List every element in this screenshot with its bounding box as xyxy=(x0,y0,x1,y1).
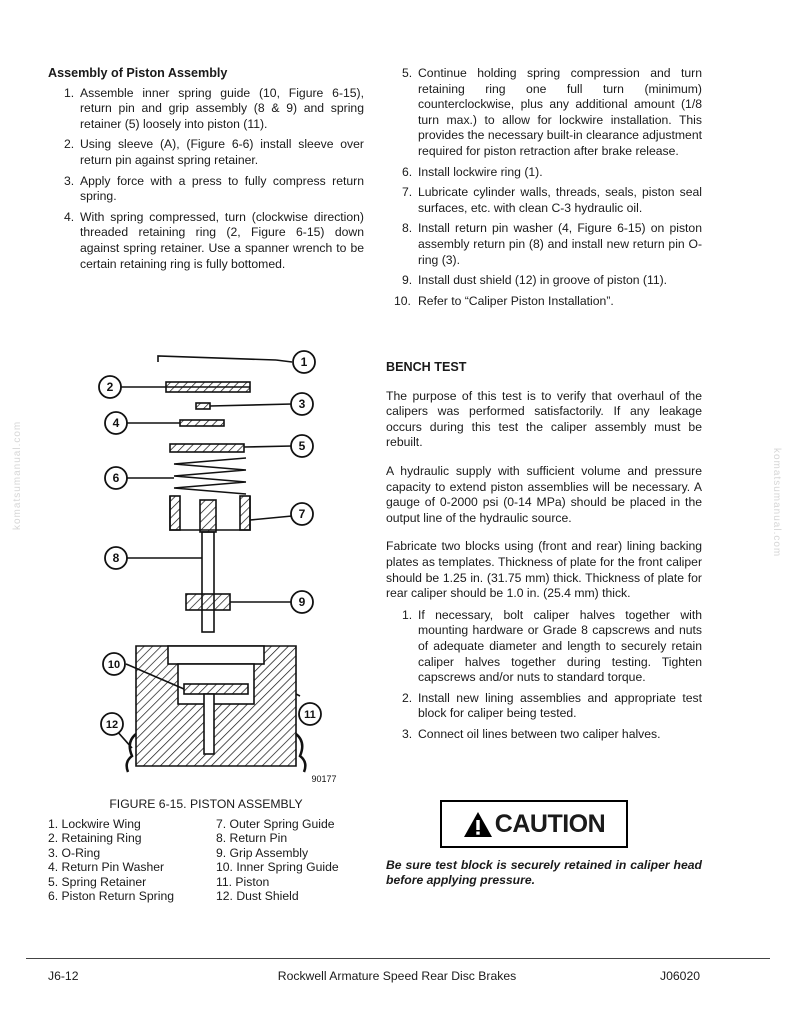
assembly-steps-list-continued xyxy=(386,66,702,309)
assembly-section-left xyxy=(48,66,364,277)
step-text: Connect oil lines between two caliper halves. xyxy=(418,726,661,741)
step-text: Install new lining assemblies and appropriate test block for caliper being tested. xyxy=(418,690,702,721)
watermark-left: komatsumanual.com xyxy=(12,420,23,530)
svg-text:5: 5 xyxy=(298,439,306,453)
caution-box xyxy=(440,800,628,848)
figure-caption: FIGURE 6-15. PISTON ASSEMBLY xyxy=(109,797,303,811)
step-number: 7. xyxy=(402,185,413,200)
bench-paragraph-blocks: Fabricate two blocks using (front and rear) lining backing plates as templates. Thickness of plate for the front caliper should be 1.25 in. (31.75 mm) thick. Thickness of plate for rear caliper should be 1.0 in. (25.4 mm) thick. xyxy=(386,539,702,601)
legend-item: 10. Inner Spring Guide xyxy=(216,860,339,875)
svg-text:3: 3 xyxy=(298,397,306,411)
assembly-step xyxy=(48,174,364,205)
assembly-step xyxy=(386,185,702,216)
svg-text:9: 9 xyxy=(298,595,306,609)
footer-divider xyxy=(26,958,770,959)
step-text: Install lockwire ring (1). xyxy=(418,164,543,179)
bench-paragraph-hydraulic: A hydraulic supply with sufficient volume and pressure capacity to extend piston assemblies will be necessary. A gauge of 0-2000 psi (0-14 MPa) should be placed in the output line of the hydraulic source. xyxy=(386,463,702,525)
assembly-step xyxy=(386,273,702,289)
svg-text:10: 10 xyxy=(107,659,121,671)
assembly-step xyxy=(386,66,702,160)
figure-legend xyxy=(48,817,368,903)
step-text: Refer to “Caliper Piston Installation”. xyxy=(418,293,614,308)
legend-item: 9. Grip Assembly xyxy=(216,845,309,860)
step-number: 2. xyxy=(64,137,75,152)
footer-title: Rockwell Armature Speed Rear Disc Brakes xyxy=(277,969,517,983)
legend-item: 5. Spring Retainer xyxy=(48,874,147,889)
step-number: 8. xyxy=(402,221,413,236)
callout-11 xyxy=(299,703,321,725)
step-text: Lubricate cylinder walls, threads, seals, piston seal surfaces, etc. with clean C-3 hydraulic oil. xyxy=(418,185,702,215)
callout-12 xyxy=(101,713,123,735)
callout-1 xyxy=(293,351,315,373)
grip-assembly-part xyxy=(186,594,230,610)
bench-step xyxy=(386,727,702,743)
legend-item: 4. Return Pin Washer xyxy=(48,860,165,875)
assembly-heading: Assembly of Piston Assembly xyxy=(48,66,228,80)
piston-return-spring-part xyxy=(174,458,246,494)
bench-test-heading: BENCH TEST xyxy=(386,360,467,374)
watermark-right: komatsumanual.com xyxy=(771,448,782,558)
piston-assembly-drawing xyxy=(96,346,342,786)
step-text: Continue holding spring compression and turn retaining ring one full turn (minimum) counterclockwise, plus any additional amount (1/8 turn max.) to allow for lockwire installation. This provides the necessary built-in clearance adjustment required for piston retraction after brake release. xyxy=(418,66,702,158)
callout-10 xyxy=(103,653,125,675)
legend-item: 12. Dust Shield xyxy=(216,889,299,904)
return-pin-washer-part xyxy=(180,420,224,426)
footer-code: J06020 xyxy=(660,969,700,983)
legend-item: 7. Outer Spring Guide xyxy=(216,817,335,831)
legend-item: 8. Return Pin xyxy=(216,831,288,846)
svg-text:4: 4 xyxy=(112,416,120,430)
legend-item: 6. Piston Return Spring xyxy=(48,889,175,904)
assembly-step xyxy=(386,221,702,268)
drawing-number: 90177 xyxy=(311,774,337,784)
legend-item: 1. Lockwire Wing xyxy=(48,817,141,831)
callout-3 xyxy=(291,393,313,415)
svg-text:12: 12 xyxy=(105,719,119,731)
o-ring-part xyxy=(196,403,210,409)
assembly-step xyxy=(386,294,702,310)
piston-assembly-figure xyxy=(96,346,342,786)
assembly-step xyxy=(386,165,702,181)
caution-text: Be sure test block is securely retained in caliper head before applying pressure. xyxy=(386,858,702,887)
assembly-step xyxy=(48,86,364,133)
callout-9 xyxy=(291,591,313,613)
step-text: Apply force with a press to fully compress return spring. xyxy=(80,173,364,204)
step-number: 5. xyxy=(402,66,413,80)
legend-item: 2. Retaining Ring xyxy=(48,831,142,846)
lockwire-part xyxy=(158,356,276,362)
svg-text:1: 1 xyxy=(300,355,308,369)
step-number: 1. xyxy=(64,85,75,100)
bench-paragraph-purpose: The purpose of this test is to verify that overhaul of the calipers was performed satisfactorily. If any leakage occurs during this test the caliper assembly must be rebuilt. xyxy=(386,388,702,450)
callout-8 xyxy=(105,547,127,569)
assembly-step xyxy=(48,210,364,272)
assembly-section-right xyxy=(386,66,702,314)
inner-spring-guide-part xyxy=(184,684,248,694)
return-pin-part xyxy=(202,532,214,632)
step-number: 4. xyxy=(64,209,75,224)
step-number: 6. xyxy=(402,164,413,179)
step-number: 3. xyxy=(402,726,413,741)
svg-text:7: 7 xyxy=(298,507,306,521)
bench-steps-list xyxy=(386,608,702,743)
step-text: Assemble inner spring guide (10, Figure 6-15), return pin and grip assembly (8 & 9) and spring retainer (5) loosely into piston (11). xyxy=(80,85,364,131)
svg-text:6: 6 xyxy=(112,471,120,485)
bench-step xyxy=(386,691,702,722)
warning-triangle-icon xyxy=(463,811,493,838)
caution-label: CAUTION xyxy=(494,809,606,838)
callout-5 xyxy=(291,435,313,457)
svg-text:2: 2 xyxy=(106,380,114,394)
step-number: 10. xyxy=(394,293,411,308)
step-text: Using sleeve (A), (Figure 6-6) install sleeve over return pin against spring retainer. xyxy=(80,137,364,167)
step-number: 2. xyxy=(402,690,413,705)
step-text: Install return pin washer (4, Figure 6-15) on piston assembly return pin (8) and install new return pin O-ring (3). xyxy=(418,221,702,267)
bench-test-section xyxy=(386,360,702,747)
spring-retainer-part xyxy=(170,444,244,452)
callout-6 xyxy=(105,467,127,489)
dust-shield-part xyxy=(127,734,136,772)
assembly-step xyxy=(48,137,364,168)
assembly-steps-list xyxy=(48,86,364,273)
step-text: Install dust shield (12) in groove of piston (11). xyxy=(418,273,668,288)
step-number: 9. xyxy=(402,273,413,288)
svg-text:8: 8 xyxy=(112,551,120,565)
callout-2 xyxy=(99,376,121,398)
svg-text:11: 11 xyxy=(304,709,316,721)
step-text: With spring compressed, turn (clockwise direction) threaded retaining ring (2, Figure 6-15) down against spring retainer. Use a spanner wrench to be certain retaining ring is fully bottomed. xyxy=(80,209,364,271)
step-number: 3. xyxy=(64,173,75,188)
legend-item: 3. O-Ring xyxy=(48,845,101,860)
callout-7 xyxy=(291,503,313,525)
legend-item: 11. Piston xyxy=(216,874,270,889)
bench-step xyxy=(386,608,702,686)
step-text: If necessary, bolt caliper halves together with mounting hardware or Grade 8 capscrews and nuts of adequate diameter and length to securely retain caliper halves together during testing. Tighten capscrews and/or nuts to standard torque. xyxy=(418,607,702,685)
footer-page-number: J6-12 xyxy=(48,969,79,983)
step-number: 1. xyxy=(402,607,413,622)
callout-4 xyxy=(105,412,127,434)
